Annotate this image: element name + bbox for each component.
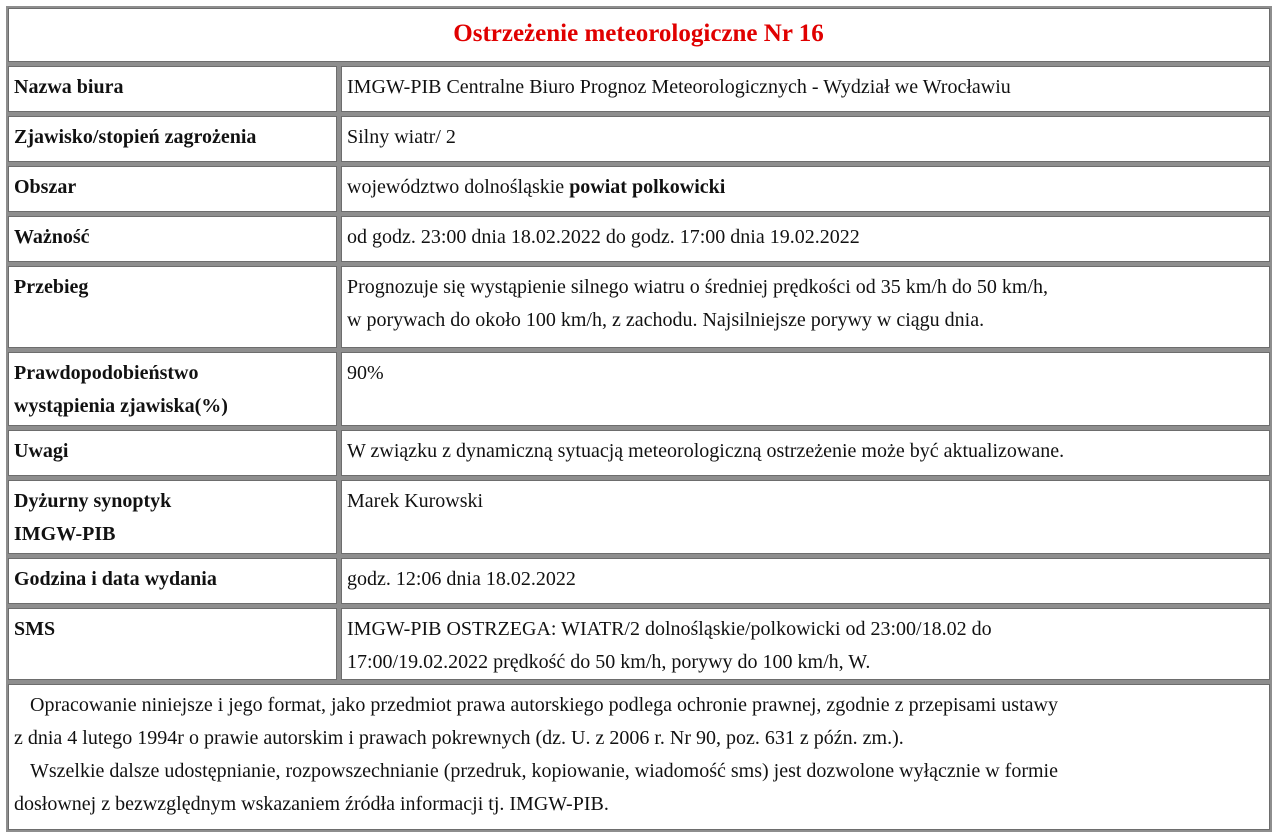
title-cell [8, 8, 1270, 62]
value-issued [341, 558, 1270, 604]
footer-line: Wszelkie dalsze udostępnianie, rozpowszechnianie (przedruk, kopiowanie, wiadomość sms) jest dozwolone wyłącznie w formie [30, 760, 1058, 782]
value-text: 90% [347, 362, 384, 384]
footer-line: dosłownej z bezwzględnym wskazaniem źródła informacji tj. IMGW-PIB. [14, 793, 609, 815]
label-validity [8, 216, 337, 262]
label-probability [8, 352, 337, 426]
label-text: Przebieg [14, 276, 89, 298]
label-text: Uwagi [14, 440, 69, 462]
value-validity [341, 216, 1270, 262]
label-line: Prawdopodobieństwo [14, 362, 199, 384]
value-text: od godz. 23:00 dnia 18.02.2022 do godz. 17:00 dnia 19.02.2022 [347, 226, 860, 248]
warning-title: Ostrzeżenie meteorologiczne Nr 16 [453, 20, 824, 47]
label-text: Obszar [14, 176, 77, 198]
value-sms [341, 608, 1270, 680]
value-text: województwo dolnośląskie [347, 176, 565, 198]
value-line: 17:00/19.02.2022 prędkość do 50 km/h, porywy do 100 km/h, W. [347, 651, 871, 673]
label-line: IMGW-PIB [14, 523, 116, 545]
copyright-notice [8, 684, 1270, 830]
label-phenomenon [8, 116, 337, 162]
value-text: W związku z dynamiczną sytuacją meteorologiczną ostrzeżenie może być aktualizowane. [347, 440, 1065, 462]
label-text: Nazwa biura [14, 76, 124, 98]
value-phenomenon [341, 116, 1270, 162]
value-remarks [341, 430, 1270, 476]
label-text: SMS [14, 618, 56, 640]
value-line: Prognozuje się wystąpienie silnego wiatru o średniej prędkości od 35 km/h do 50 km/h, [347, 276, 1048, 298]
footer-line: z dnia 4 lutego 1994r o prawie autorskim i prawach pokrewnych (dz. U. z 2006 r. Nr 90, poz. 631 z późn. zm.). [14, 727, 904, 749]
label-line: Dyżurny synoptyk [14, 490, 172, 512]
value-area [341, 166, 1270, 212]
value-text: Marek Kurowski [347, 490, 484, 512]
label-remarks [8, 430, 337, 476]
label-line: wystąpienia zjawiska(%) [14, 395, 228, 417]
label-office-name [8, 66, 337, 112]
value-course [341, 266, 1270, 348]
value-probability [341, 352, 1270, 426]
label-text: Ważność [14, 226, 90, 248]
label-course [8, 266, 337, 348]
label-text: Godzina i data wydania [14, 568, 217, 590]
warning-table [6, 6, 1272, 832]
value-text-bold: powiat polkowicki [569, 176, 726, 198]
value-line: w porywach do około 100 km/h, z zachodu. Najsilniejsze porywy w ciągu dnia. [347, 309, 985, 331]
footer-line: Opracowanie niniejsze i jego format, jako przedmiot prawa autorskiego podlega ochronie prawnej, zgodnie z przepisami ustawy [30, 694, 1058, 716]
value-office-name [341, 66, 1270, 112]
label-text: Zjawisko/stopień zagrożenia [14, 126, 257, 148]
value-text: IMGW-PIB Centralne Biuro Prognoz Meteorologicznych - Wydział we Wrocławiu [347, 76, 1011, 98]
value-forecaster [341, 480, 1270, 554]
value-text: godz. 12:06 dnia 18.02.2022 [347, 568, 576, 590]
label-issued [8, 558, 337, 604]
value-line: IMGW-PIB OSTRZEGA: WIATR/2 dolnośląskie/polkowicki od 23:00/18.02 do [347, 618, 992, 640]
label-sms [8, 608, 337, 680]
label-area [8, 166, 337, 212]
value-text: Silny wiatr/ 2 [347, 126, 456, 148]
label-forecaster [8, 480, 337, 554]
